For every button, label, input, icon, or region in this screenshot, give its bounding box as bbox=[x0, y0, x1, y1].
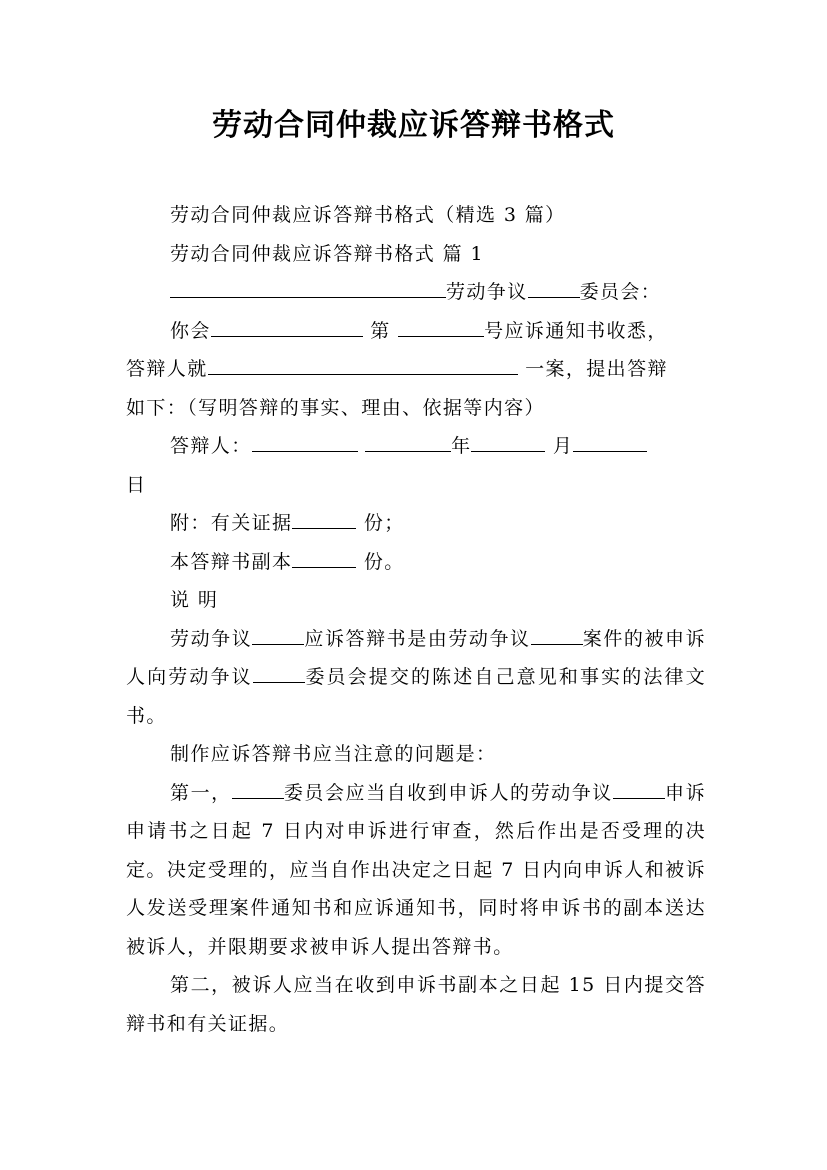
subtitle-line: 劳动合同仲裁应诉答辩书格式（精选 3 篇） bbox=[170, 204, 566, 226]
copies-line: 本答辩书副本 份。 bbox=[170, 550, 405, 573]
blank-field bbox=[573, 435, 647, 452]
blank-field bbox=[292, 512, 356, 529]
explanation-heading: 说 明 bbox=[170, 589, 219, 611]
blank-field bbox=[292, 551, 356, 568]
blank-field bbox=[365, 435, 451, 452]
notes-heading: 制作应诉答辩书应当注意的问题是： bbox=[170, 743, 497, 765]
explanation-paragraph: 劳动争议 应诉答辩书是由劳动争议 案件的被申诉人向劳动争议 委员会提交的陈述自己意见和事实的法律文书。 bbox=[126, 627, 707, 727]
case-line: 答辩人就 一案，提出答辩 bbox=[126, 358, 668, 380]
blank-field bbox=[208, 358, 518, 375]
first-point-paragraph: 第一， 委员会应当自收到申诉人的劳动争议 申诉申请书之日起 7 日内对申诉进行审查，然后作出是否受理的决定。决定受理的，应当自作出决定之日起 7 日内向申诉人和被诉人发送受理案件通知书和应诉通知书，同时将申诉书的副本送达被诉人，并限期要求被申诉人提出答辩书。 bbox=[126, 781, 707, 958]
blank-field bbox=[528, 281, 580, 298]
blank-field bbox=[211, 320, 363, 337]
blank-field bbox=[252, 435, 358, 452]
document-body bbox=[126, 196, 706, 1043]
notice-line: 你会 第 号应诉通知书收悉， bbox=[170, 319, 668, 342]
signature-line: 答辩人： 年 月 bbox=[126, 427, 706, 466]
blank-field bbox=[531, 628, 583, 645]
document-title: 劳动合同仲裁应诉答辩书格式 bbox=[212, 108, 615, 143]
blank-field bbox=[613, 782, 665, 799]
blank-field bbox=[253, 666, 305, 683]
section-heading: 劳动合同仲裁应诉答辩书格式 篇 1 bbox=[170, 242, 484, 265]
blank-field bbox=[252, 628, 304, 645]
blank-field bbox=[170, 281, 446, 298]
date-day-line: 日 bbox=[126, 473, 147, 496]
blank-field bbox=[471, 435, 545, 452]
addressee-line: 劳动争议 委员会： bbox=[126, 273, 706, 312]
blank-field bbox=[398, 320, 484, 337]
reply-intro-line: 如下：（写明答辩的事实、理由、依据等内容） bbox=[126, 396, 545, 419]
second-point-paragraph: 第二，被诉人应当在收到申诉书副本之日起 15 日内提交答辩书和有关证据。 bbox=[126, 974, 706, 1035]
blank-field bbox=[232, 782, 284, 799]
evidence-line: 附：有关证据 份； bbox=[170, 512, 405, 534]
